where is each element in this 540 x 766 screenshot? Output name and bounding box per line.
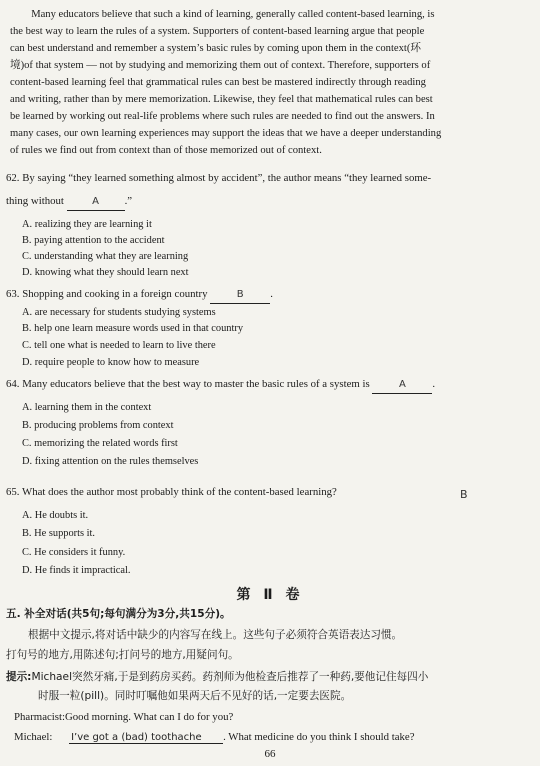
hint-line-2: 时服一粒(pill)。同时叮嘱他如果两天后不见好的话,一定要去医院。 — [38, 690, 352, 702]
hint-text-1: Michael突然牙痛,于是到药房买药。药剂师为他检查后推荐了一种药,要他记住每四小 — [31, 671, 429, 683]
section-title: 第 Ⅱ 卷 — [236, 587, 304, 603]
question-65 — [6, 484, 534, 500]
question-stem-end: . — [432, 378, 436, 390]
option-b: B. help one learn measure words used in that country — [22, 323, 244, 334]
passage-line: Many educators believe that such a kind of learning, generally called content-based learning, is — [31, 9, 435, 20]
answer-blank-63[interactable]: B — [210, 287, 270, 304]
question-64 — [6, 376, 534, 394]
option-b: B. He supports it. — [22, 528, 96, 539]
dialog-line-pharmacist — [14, 711, 233, 723]
passage-line: the best way to learn the rules of a system. Supporters of content-based learning argue that people — [10, 26, 425, 37]
option-d: D. knowing what they should learn next — [22, 267, 189, 278]
question-stem: 63. Shopping and cooking in a foreign country — [6, 288, 208, 300]
option-b: B. producing problems from context — [22, 420, 174, 431]
option-a: A. are necessary for students studying systems — [22, 307, 216, 318]
part5-heading-line — [6, 606, 231, 623]
question-stem-end: . — [270, 288, 273, 300]
dialog-text: Good morning. What can I do for you? — [64, 711, 234, 723]
speaker-michael: Michael: — [14, 731, 53, 743]
page-number: 66 — [264, 748, 276, 760]
option-d: D. He finds it impractical. — [22, 565, 131, 576]
hint-label: 提示: — [6, 671, 32, 683]
option-c: C. He considers it funny. — [22, 547, 126, 558]
option-b: B. paying attention to the accident — [22, 235, 165, 246]
hint-line-1 — [6, 669, 428, 686]
question-stem: 64. Many educators believe that the best way to master the basic rules of a system is — [6, 378, 370, 390]
passage-line: of rules we find out from context than of those memorized out of context. — [10, 145, 322, 156]
part5-scoring: (共5句;每句满分为3分,共15分)。 — [66, 608, 231, 620]
part5-heading: 五. 补全对话 — [6, 608, 67, 620]
question-stem: 62. By saying “they learned something almost by accident”, the author means “they learned some- — [6, 172, 432, 184]
option-c: C. memorizing the related words first — [22, 438, 178, 449]
reading-passage — [10, 6, 530, 159]
question-stem-end: .” — [124, 195, 133, 207]
option-d: D. fixing attention on the rules themselves — [22, 456, 199, 467]
passage-line: can best understand and remember a system’s basic rules by coming upon them in the context(环 — [10, 43, 421, 54]
option-a: A. learning them in the context — [22, 402, 152, 413]
option-c: C. understanding what they are learning — [22, 251, 189, 262]
question-62-stem-continued — [6, 193, 534, 211]
dialog-text: . What medicine do you think I should take? — [223, 731, 415, 743]
passage-line: be learned by working out real-life problems where such rules are needed to find out the answers. In — [10, 111, 435, 122]
option-a: A. He doubts it. — [22, 510, 89, 521]
answer-blank-64[interactable]: A — [372, 377, 432, 394]
handwritten-answer-65: B — [460, 488, 468, 501]
answer-blank-62[interactable]: A — [67, 194, 125, 211]
question-63 — [6, 286, 534, 304]
question-stem-cont: thing without — [6, 195, 64, 207]
question-stem: 65. What does the author most probably think of the content-based learning? — [6, 486, 337, 498]
passage-line: 境)of that system — not by studying and memorizing them out of context. Therefore, supporters of — [10, 60, 431, 71]
passage-line: many cases, our own learning experiences may support the ideas that we have a deeper understanding — [10, 128, 442, 139]
instruction-1: 根据中文提示,将对话中缺少的内容写在线上。这些句子必须符合英语表达习惯。 — [28, 629, 403, 641]
option-d: D. require people to know how to measure — [22, 357, 200, 368]
question-62 — [6, 170, 534, 186]
instruction-2: 打句号的地方,用陈述句;打问号的地方,用疑问句。 — [6, 649, 239, 661]
option-c: C. tell one what is needed to learn to live there — [22, 340, 216, 351]
option-a: A. realizing they are learning it — [22, 219, 152, 230]
passage-line: content-based learning feel that grammatical rules can best be mastered indirectly through reading — [10, 77, 426, 88]
speaker-pharmacist: Pharmacist: — [14, 711, 65, 723]
dialog-line-michael — [14, 731, 414, 744]
answer-field-dialog-1[interactable]: I’ve got a (bad) toothache — [69, 732, 223, 744]
passage-line: and writing, rather than by mere memorization. Likewise, they feel that mathematical rules can best — [10, 94, 433, 105]
